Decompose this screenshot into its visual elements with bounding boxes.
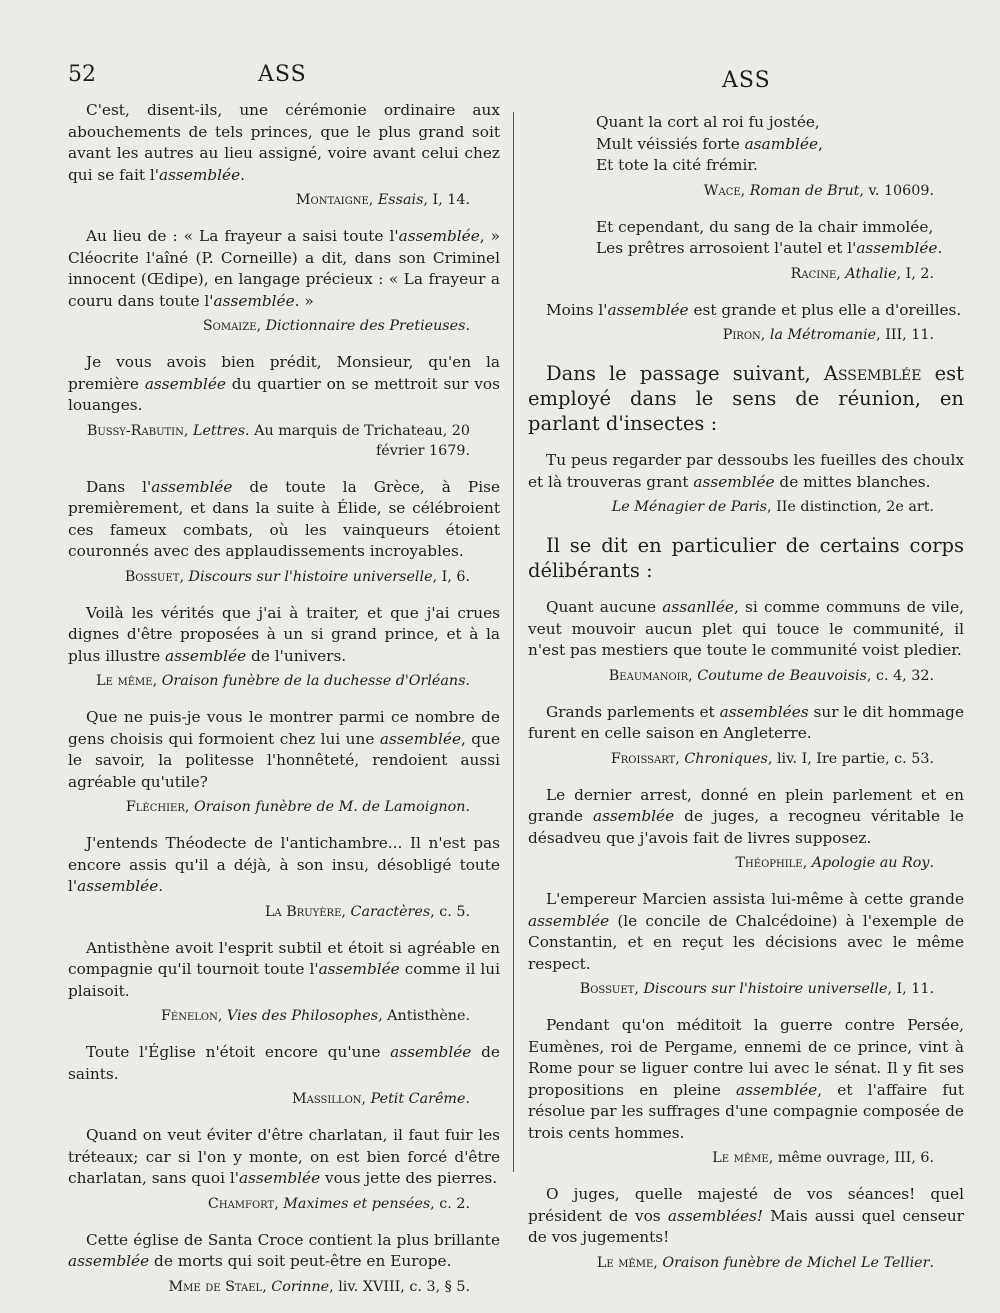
- page-number: 52: [68, 62, 96, 87]
- italic-term: assemblée: [151, 477, 233, 496]
- quotation-text: Tu peus regarder par dessoubs les fueilles des choulx et là trouveras grant assemblée de mittes blanches.: [528, 451, 964, 491]
- quotation-text: Pendant qu'on méditoit la guerre contre Persée, Eumènes, roi de Pergame, ennemi de ce prince, vint à Rome pour se liguer contre lui avec le sénat. Il y fit ses propositions en pleine assemblée, et l'affaire fut résolue par les suffrages d'une compagnie composée de trois cents hommes.: [528, 1016, 964, 1142]
- quotation-block: [68, 352, 500, 461]
- small-caps-term: Assemblée: [823, 362, 922, 385]
- italic-term: assemblée: [68, 1252, 150, 1270]
- quotation-block: [68, 833, 500, 922]
- quotation-block: [528, 597, 964, 686]
- quotation-text: Dans l'assemblée de toute la Grèce, à Pise premièrement, et dans la suite à Élide, se célébroient ces fameux combats, où les vainqueurs étoient couronnés avec des applaudissements incroyables.: [68, 477, 500, 560]
- citation-author: Wace: [703, 182, 741, 199]
- citation-work: Petit Carême: [370, 1091, 466, 1107]
- citation: Le même, Oraison funèbre de Michel Le Tellier.: [596, 1254, 934, 1271]
- left-column: [68, 100, 500, 1313]
- quotation-text: Je vous avois bien prédit, Monsieur, qu'en la première assemblée du quartier on se mettroit sur vos louanges.: [68, 353, 500, 414]
- italic-term: assemblée: [856, 239, 938, 257]
- quotation-block: [68, 603, 500, 692]
- citation-work: Athalie: [845, 265, 897, 282]
- citation: Bossuet, Discours sur l'histoire universelle, I, 6.: [124, 568, 470, 585]
- citation-work: Chroniques: [684, 750, 768, 767]
- header-left: [68, 62, 518, 94]
- quotation-text: C'est, disent-ils, une cérémonie ordinaire aux abouchements de tels princes, que le plus grand soit avant les autres au lieu assigné, voire avant celui chez qui se fait l'assemblée.: [68, 101, 500, 184]
- citation-work: Apologie au Roy: [811, 855, 930, 871]
- citation: Massillon, Petit Carême.: [291, 1091, 470, 1107]
- citation-author: Montaigne: [295, 192, 369, 208]
- italic-term: assemblée: [528, 911, 610, 930]
- quotation-block: [68, 1230, 500, 1297]
- quotation-text: Le dernier arrest, donné en plein parlement et en grande assemblée de juges, a recogneu véritable le désadveu que j'avois fait de livres supposez.: [528, 785, 964, 847]
- verse-line: Et tote la cité frémir.: [596, 156, 758, 174]
- italic-term: assemblée: [158, 165, 241, 184]
- quotation-block: [528, 702, 964, 769]
- quotation-text: Antisthène avoit l'esprit subtil et étoit si agréable en compagnie qu'il tournoit toute l'assemblée comme il lui plaisoit.: [68, 938, 500, 1000]
- citation: Le même, même ouvrage, III, 6.: [712, 1150, 934, 1166]
- italic-term: assemblée: [736, 1080, 818, 1099]
- citation: Bossuet, Discours sur l'histoire universelle, I, 11.: [579, 981, 934, 997]
- citation: Somaize, Dictionnaire des Pretieuses.: [202, 318, 470, 334]
- citation: Fénelon, Vies des Philosophes, Antisthène.: [160, 1008, 470, 1024]
- citation-author: Froissart: [610, 750, 676, 767]
- citation-author: Fénelon: [160, 1008, 218, 1024]
- italic-term: assemblée: [318, 960, 400, 978]
- citation: Racine, Athalie, I, 2.: [790, 265, 934, 282]
- running-head-right: ASS: [722, 68, 771, 93]
- quotation-block: [68, 100, 500, 210]
- italic-term: assemblées!: [667, 1206, 764, 1225]
- quotation-text: Moins l'assemblée est grande et plus elle a d'oreilles.: [546, 300, 962, 319]
- quotation-block: [528, 112, 964, 201]
- citation: Le même, Oraison funèbre de la duchesse d'Orléans.: [96, 673, 470, 689]
- citation: Théophile, Apologie au Roy.: [735, 855, 934, 871]
- citation-author: Le même: [596, 1254, 654, 1271]
- citation-work: Oraison funèbre de Michel Le Tellier: [662, 1254, 930, 1271]
- citation-author: Théophile: [735, 855, 803, 871]
- citation: Le Ménagier de Paris, IIe distinction, 2e art.: [611, 499, 934, 515]
- verse-line: Les prêtres arrosoient l'autel et l'assemblée.: [596, 239, 943, 257]
- quotation-text: Voilà les vérités que j'ai à traiter, et que j'ai crues dignes d'être proposées à un si grand prince, et à la plus illustre assemblée de l'univers.: [68, 603, 500, 665]
- italic-term: assemblée: [379, 729, 462, 748]
- right-column: [528, 112, 964, 1289]
- italic-term: assemblée: [607, 300, 689, 319]
- section-heading: Dans le passage suivant, Assemblée est employé dans le sens de réunion, en parlant d'insectes :: [528, 362, 964, 435]
- citation-author: Racine: [790, 265, 837, 282]
- italic-term: assemblée: [592, 807, 675, 825]
- verse-line: Quant la cort al roi fu jostée,: [596, 113, 820, 131]
- quotation-block: [528, 217, 964, 284]
- italic-term: asamblée: [744, 134, 818, 153]
- citation-work: Caractères: [350, 903, 431, 920]
- citation-author: Bossuet: [579, 981, 635, 997]
- citation-work: Coutume de Beauvoisis: [697, 667, 867, 684]
- citation-work: Discours sur l'histoire universelle: [188, 568, 433, 585]
- citation-author: Fléchier: [125, 799, 185, 815]
- citation-author: Somaize: [202, 318, 257, 334]
- citation: Froissart, Chroniques, liv. I, Ire partie, c. 53.: [610, 750, 934, 767]
- citation-author: Bossuet: [124, 568, 180, 585]
- quotation-block: [68, 226, 500, 336]
- quotation-block: [528, 1184, 964, 1273]
- quotation-block: [528, 889, 964, 999]
- citation: Mme de Stael, Corinne, liv. XVIII, c. 3, § 5.: [168, 1278, 470, 1295]
- quotation-text: L'empereur Marcien assista lui-même à cette grande assemblée (le concile de Chalcédoine) à l'exemple de Constantin, et en reçut les décisions avec le même respect.: [528, 890, 964, 973]
- citation-author: Mme de Stael: [168, 1278, 263, 1295]
- quotation-block: [68, 1042, 500, 1109]
- italic-term: assemblées: [719, 702, 809, 721]
- quotation-text: Quand on veut éviter d'être charlatan, il faut fuir les tréteaux; car si l'on y monte, on est bien forcé d'être charlatan, sans quoi l'assemblée vous jette des pierres.: [68, 1126, 500, 1187]
- quotation-text: Que ne puis-je vous le montrer parmi ce nombre de gens choisis qui formoient chez lui une assemblée, que le savoir, la politesse l'honnêteté, rendoient aussi agréable qu'utile?: [68, 708, 501, 791]
- italic-term: assemblée: [213, 291, 295, 310]
- citation-author: La Bruyère: [264, 903, 342, 920]
- quotation-block: [528, 450, 964, 517]
- quotation-text: O juges, quelle majesté de vos séances! quel président de vos assemblées! Mais aussi quel censeur de vos jugements!: [528, 1185, 964, 1246]
- citation-work: Discours sur l'histoire universelle: [643, 981, 888, 997]
- italic-term: assemblée: [144, 374, 226, 393]
- italic-term: assemblée: [238, 1169, 321, 1187]
- citation: Wace, Roman de Brut, v. 10609.: [703, 182, 934, 199]
- quotation-block: [528, 1015, 964, 1168]
- citation-author: Le même: [712, 1150, 769, 1166]
- citation: Piron, la Métromanie, III, 11.: [722, 327, 934, 343]
- citation: Fléchier, Oraison funèbre de M. de Lamoignon.: [125, 799, 470, 815]
- citation: La Bruyère, Caractères, c. 5.: [264, 903, 470, 920]
- citation-work: Corinne: [271, 1278, 330, 1295]
- quotation-block: [68, 707, 500, 817]
- citation-author: Piron: [722, 327, 761, 343]
- quotation-block: [68, 477, 500, 587]
- citation-work: Oraison funèbre de M. de Lamoignon: [193, 799, 466, 815]
- citation: Chamfort, Maximes et pensées, c. 2.: [207, 1195, 470, 1212]
- quotation-block: [68, 1125, 500, 1214]
- quotation-text: Grands parlements et assemblées sur le dit hommage furent en celle saison en Angleterre.: [528, 702, 965, 742]
- citation: Montaigne, Essais, I, 14.: [295, 192, 470, 208]
- citation-work: Essais: [377, 192, 424, 208]
- citation-work: Dictionnaire des Pretieuses: [265, 318, 466, 334]
- citation-author: Beaumanoir: [608, 667, 689, 684]
- section-heading: Il se dit en particulier de certains corps délibérants :: [528, 534, 964, 582]
- quotation-text: Au lieu de : « La frayeur a saisi toute l'assemblée, » Cléocrite l'aîné (P. Corneille) a dit, dans son Criminel innocent (Œdipe), en langage précieux : « La frayeur a couru dans toute l'assemblée. »: [68, 227, 501, 310]
- citation-work: Lettres: [192, 422, 246, 439]
- quotation-block: [528, 300, 964, 346]
- citation-author: Bussy-Rabutin: [86, 422, 184, 439]
- quotation-text: Cette église de Santa Croce contient la plus brillante assemblée de morts qui soit peut-être en Europe.: [68, 1230, 500, 1270]
- quotation-text: J'entends Théodecte de l'antichambre... Il n'est pas encore assis qu'il a déjà, à son insu, désobligé toute l'assemblée.: [68, 834, 500, 895]
- italic-term: assanllée: [662, 598, 734, 616]
- citation-author: Chamfort: [207, 1195, 275, 1212]
- italic-term: assemblée: [390, 1043, 472, 1061]
- quotation-text: Toute l'Église n'étoit encore qu'une assemblée de saints.: [68, 1043, 500, 1083]
- citation-work: Oraison funèbre de la duchesse d'Orléans: [161, 673, 466, 689]
- italic-term: assemblée: [165, 646, 247, 665]
- quotation-block: [528, 785, 964, 874]
- citation-author: Le même: [96, 673, 153, 689]
- citation-work: Vies des Philosophes,: [226, 1008, 383, 1024]
- verse-line: Mult véissiés forte asamblée,: [596, 134, 823, 153]
- citation-work: Maximes et pensées: [283, 1195, 431, 1212]
- citation-work: Roman de Brut: [749, 182, 860, 199]
- italic-term: assemblée: [77, 877, 159, 895]
- quotation-text: Quant aucune assanllée, si comme communs de vile, veut mouvoir aucun plet qui touce le communité, il n'est pas mestiers que toute le communité voist pledier.: [528, 598, 964, 659]
- italic-term: assemblée: [693, 472, 775, 491]
- citation: Bussy-Rabutin, Lettres. Au marquis de Trichateau, 20 février 1679.: [86, 422, 470, 459]
- quotation-block: [68, 938, 500, 1027]
- citation: Beaumanoir, Coutume de Beauvoisis, c. 4, 32.: [608, 667, 934, 684]
- italic-term: assemblée: [398, 227, 480, 245]
- citation-author: Massillon: [291, 1091, 362, 1107]
- citation-work: Le Ménagier de Paris: [611, 499, 768, 515]
- verse-quotation: [528, 217, 964, 260]
- running-head-left: ASS: [258, 62, 307, 87]
- column-divider: [513, 112, 514, 1172]
- citation-work: la Métromanie: [769, 327, 877, 343]
- verse-line: Et cependant, du sang de la chair immolée,: [596, 217, 934, 236]
- verse-quotation: [528, 112, 964, 177]
